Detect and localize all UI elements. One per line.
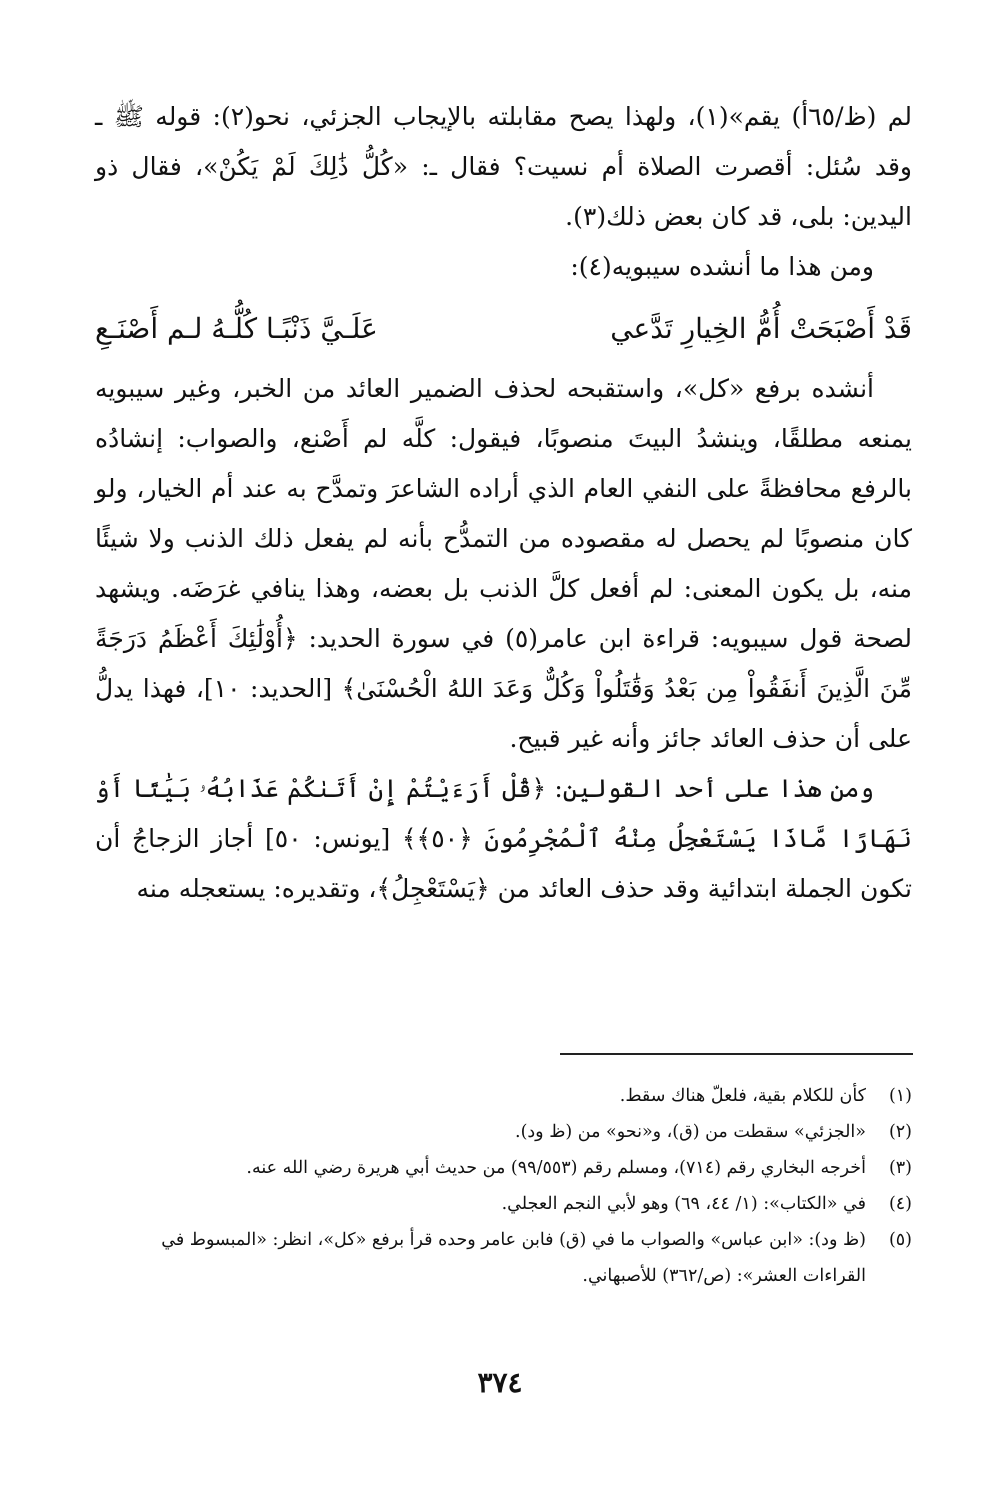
footnote-number: (٢) — [888, 1122, 912, 1142]
verse-first-hemistich: قَدْ أَصْبَحَتْ أُمُّ الخِيارِ تَدَّعي — [610, 312, 912, 345]
paragraph-1: لم (ظ/٦٥أ) يقم»(١)، ولهذا يصح مقابلته بالإيجاب الجزئي، نحو(٢): قوله ﷺ ـ وقد سُئل: أقصرت الصلاة أم نسيت؟ فقال ـ: «كُلُّ ذَٰلِكَ لَمْ يَكُنْ»، فقال ذو اليدين: بلى، قد كان بعض ذلك(٣). — [95, 102, 912, 231]
footnote-4 — [95, 1186, 912, 1222]
verse-second-hemistich: عَلَـيَّ ذَنْبًـا كُلُّـهُ لـم أَصْنَـعِ — [95, 312, 378, 345]
footnote-number: (٤) — [888, 1194, 912, 1214]
footnote-text: (ظ ود): «ابن عباس» والصواب ما في (ق) فابن عامر وحده قرأ برفع «كل»، انظر: «المبسوط في القراءات العشر»: (ص/٣٦٢) للأصبهاني. — [161, 1230, 866, 1286]
footnote-number: (٣) — [888, 1158, 912, 1178]
poetry-verse — [95, 298, 912, 360]
page-number: ٣٧٤ — [477, 1366, 523, 1399]
footnote-text: «الجزئي» سقطت من (ق)، و«نحو» من (ظ ود). — [515, 1122, 866, 1142]
paragraph-4: ومن هذا على أحد القولين: ﴿قُلْ أَرَءَيْتُمْ إِنْ أَتَىٰكُمْ عَذَابُهُۥ بَيَٰتًا أَوْ نَهَارًا مَّاذَا يَسْتَعْجِلُ مِنْهُ ٱلْمُجْرِمُونَ ﴿٥٠﴾﴾ [يونس: ٥٠] أجاز الزجاجُ أن تكون الجملة ابتدائية وقد حذف العائد من ﴿يَسْتَعْجِلُ﴾، وتقديره: يستعجله منه — [95, 774, 912, 903]
footnote-text: كأن للكلام بقية، فلعلّ هناك سقط. — [619, 1086, 866, 1106]
paragraph-3: أنشده برفع «كل»، واستقبحه لحذف الضمير العائد من الخبر، وغير سيبويه يمنعه مطلقًا، وينشدُ البيتَ منصوبًا، فيقول: كلَّه لم أَصْنع، والصواب: إنشادُه بالرفع محافظةً على النفي العام الذي أراده الشاعرَ وتمدَّح به عند أم الخيار، ولو كان منصوبًا لم يحصل له مقصوده من التمدُّح بأنه لم يفعل ذلك الذنب ولا شيئًا منه، بل يكون المعنى: لم أفعل كلَّ الذنب بل بعضه، وهذا ينافي غرَضَه. ويشهد لصحة قول سيبويه: قراءة ابن عامر(٥) في سورة الحديد: ﴿أُوْلَٰئِكَ أَعْظَمُ دَرَجَةً مِّنَ الَّذِينَ أَنفَقُواْ مِن بَعْدُ وَقَٰتَلُواْ وَكُلٌّ وَعَدَ اللهُ الْحُسْنَىٰ﴾ [الحديد: ١٠]، فهذا يدلُّ على أن حذف العائد جائز وأنه غير قبيح. — [95, 374, 912, 753]
footnotes — [95, 1078, 912, 1294]
footnote-text: أخرجه البخاري رقم (٧١٤)، ومسلم رقم (٩٩/٥٥٣) من حديث أبي هريرة رضي الله عنه. — [246, 1158, 866, 1178]
footnote-3 — [95, 1150, 912, 1186]
paragraph-2: ومن هذا ما أنشده سيبويه(٤): — [570, 252, 874, 281]
footnote-2 — [95, 1114, 912, 1150]
footnote-5 — [95, 1222, 912, 1294]
footnote-number: (١) — [888, 1086, 912, 1106]
footnote-number: (٥) — [888, 1230, 912, 1250]
footnote-1 — [95, 1078, 912, 1114]
main-text — [95, 92, 912, 914]
footnote-text: في «الكتاب»: (١/ ٤٤، ٦٩) وهو لأبي النجم العجلي. — [501, 1194, 866, 1214]
footnote-separator — [560, 1053, 913, 1055]
